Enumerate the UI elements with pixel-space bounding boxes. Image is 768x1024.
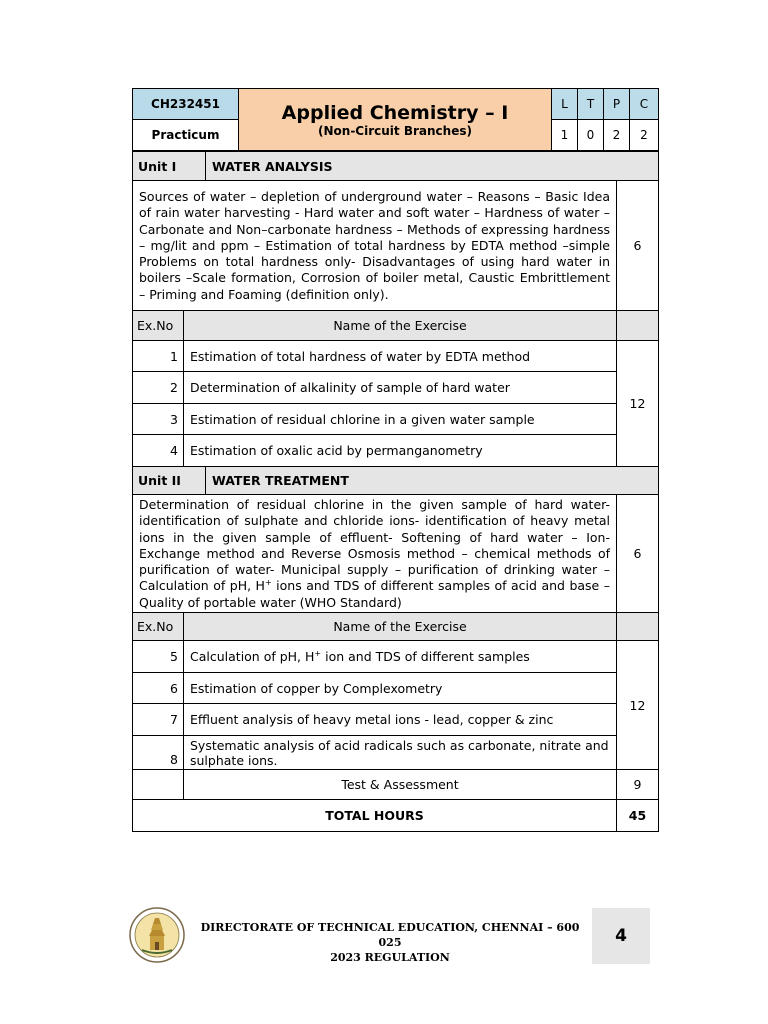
tamil-nadu-emblem-icon — [128, 906, 186, 964]
theory-hours: 6 — [617, 181, 659, 311]
exercise-name: Effluent analysis of heavy metal ions - lead, copper & zinc — [184, 704, 617, 736]
unit-label: Unit I — [133, 152, 206, 181]
course-header-table — [132, 88, 659, 151]
course-code: CH232451 — [133, 89, 239, 120]
exercise-number: 7 — [133, 704, 184, 736]
ltpc-label-p: P — [604, 89, 630, 120]
footer-institution: DIRECTORATE OF TECHNICAL EDUCATION, CHENNAI – 600 025 — [200, 921, 580, 949]
exercise-name: Systematic analysis of acid radicals such as carbonate, nitrate and sulphate ions. — [184, 736, 617, 770]
exercise-name-header: Name of the Exercise — [184, 613, 617, 641]
course-title: Applied Chemistry – I — [281, 101, 509, 124]
ltpc-value-t: 0 — [578, 120, 604, 151]
total-hours: 45 — [617, 800, 659, 832]
unit-header-row — [133, 467, 659, 495]
header-hours-cell — [617, 613, 659, 641]
footer-text — [190, 920, 590, 965]
total-label: TOTAL HOURS — [133, 800, 617, 832]
assessment-hours: 9 — [617, 770, 659, 800]
exercise-name: Estimation of copper by Complexometry — [184, 673, 617, 704]
exercise-number: 1 — [133, 341, 184, 372]
assessment-row — [133, 770, 659, 800]
exercise-row — [133, 372, 659, 404]
course-subtitle: (Non-Circuit Branches) — [318, 123, 472, 138]
syllabus-table — [132, 151, 659, 832]
exercise-number: 3 — [133, 404, 184, 435]
ltpc-value-l: 1 — [552, 120, 578, 151]
page-number: 4 — [592, 908, 650, 964]
exercise-row — [133, 641, 659, 673]
unit-title: WATER ANALYSIS — [206, 152, 659, 181]
assessment-label: Test & Assessment — [184, 770, 617, 800]
exercise-name: Estimation of oxalic acid by permanganometry — [184, 435, 617, 467]
exercise-number: 5 — [133, 641, 184, 673]
exno-header: Ex.No — [133, 311, 184, 341]
practical-hours: 12 — [617, 641, 659, 770]
exercise-name: Estimation of residual chlorine in a given water sample — [184, 404, 617, 435]
ltpc-label-l: L — [552, 89, 578, 120]
exercise-row — [133, 704, 659, 736]
total-row — [133, 800, 659, 832]
ltpc-label-c: C — [630, 89, 659, 120]
exercise-row — [133, 736, 659, 770]
header-hours-cell — [617, 311, 659, 341]
exercise-header-row — [133, 613, 659, 641]
ltpc-label-t: T — [578, 89, 604, 120]
unit-label: Unit II — [133, 467, 206, 495]
unit-description: Determination of residual chlorine in the given sample of hard water- identification of sulphate and chloride ions- identification of heavy metal ions in the given sample of effluent- Softening of hard water – Ion-Exchange method and Reverse Osmosis method – chemical methods of purification of water- Municipal supply – purification of drinking water – Calculation of pH, H+ ions and TDS of different samples of acid and base – Quality of portable water (WHO Standard) — [133, 495, 617, 613]
unit-description-row — [133, 495, 659, 613]
unit-description-row — [133, 181, 659, 311]
theory-hours: 6 — [617, 495, 659, 613]
unit-header-row — [133, 152, 659, 181]
unit-description: Sources of water – depletion of underground water – Reasons – Basic Idea of rain water harvesting - Hard water and soft water – Hardness of water – Carbonate and Non–carbonate hardness – Methods of expressing hardness – mg/lit and ppm – Estimation of total hardness by EDTA method –simple Problems on total hardness only- Disadvantages of using hard water in boilers –Scale formation, Corrosion of boiler metal, Caustic Embrittlement – Priming and Foaming (definition only). — [133, 181, 617, 311]
assessment-empty-cell — [133, 770, 184, 800]
exercise-row — [133, 673, 659, 704]
exercise-name: Calculation of pH, H+ ion and TDS of different samples — [184, 641, 617, 673]
practical-hours: 12 — [617, 341, 659, 467]
course-title-cell — [239, 89, 552, 151]
exercise-row — [133, 341, 659, 372]
ltpc-value-p: 2 — [604, 120, 630, 151]
exercise-number: 8 — [133, 736, 184, 770]
exercise-row — [133, 435, 659, 467]
exercise-name: Estimation of total hardness of water by EDTA method — [184, 341, 617, 372]
exercise-row — [133, 404, 659, 435]
exno-header: Ex.No — [133, 613, 184, 641]
exercise-name: Determination of alkalinity of sample of hard water — [184, 372, 617, 404]
exercise-number: 6 — [133, 673, 184, 704]
exercise-name-header: Name of the Exercise — [184, 311, 617, 341]
footer-regulation: 2023 REGULATION — [330, 951, 450, 964]
unit-title: WATER TREATMENT — [206, 467, 659, 495]
exercise-number: 2 — [133, 372, 184, 404]
exercise-header-row — [133, 311, 659, 341]
exercise-number: 4 — [133, 435, 184, 467]
ltpc-value-c: 2 — [630, 120, 659, 151]
course-category: Practicum — [133, 120, 239, 151]
